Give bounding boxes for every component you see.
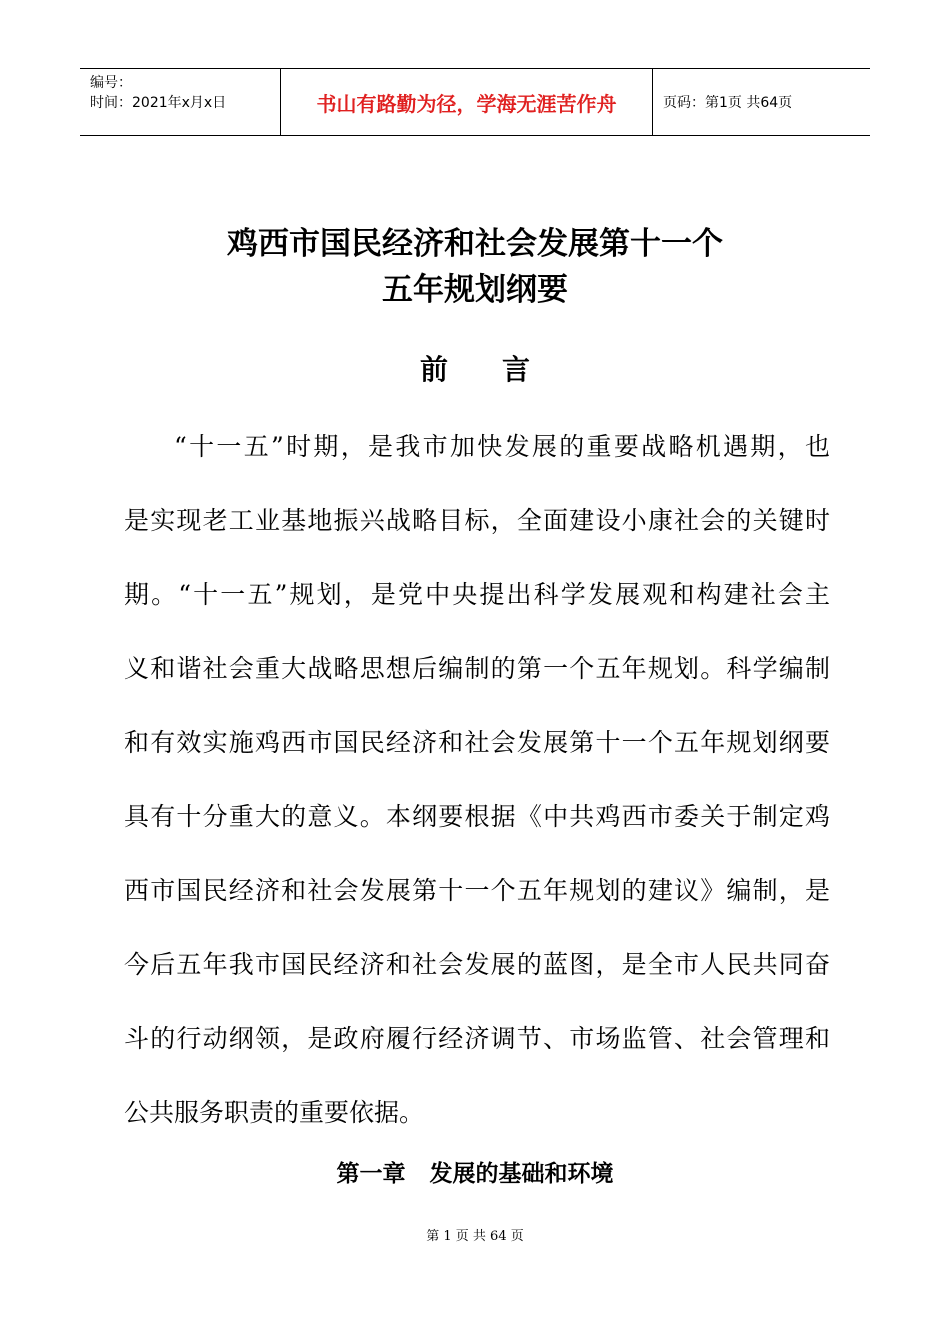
body-line: 义和谐社会重大战略思想后编制的第一个五年规划。科学编制 <box>124 654 830 683</box>
body-line: 是实现老工业基地振兴战略目标，全面建设小康社会的关键时 <box>124 506 830 535</box>
document-title-line-2: 五年规划纲要 <box>382 272 568 308</box>
header-meta <box>80 69 280 135</box>
document-title-line-1: 鸡西市国民经济和社会发展第十一个 <box>227 226 723 262</box>
preface-body <box>124 410 830 1150</box>
date-label: 时间：2021年x月x日 <box>90 95 227 111</box>
body-line: 公共服务职责的重要依据。 <box>124 1098 425 1127</box>
chapter-heading: 第一章 发展的基础和环境 <box>336 1161 614 1187</box>
header-page-label: 页码：第1页 共64页 <box>663 95 793 111</box>
body-line: 和有效实施鸡西市国民经济和社会发展第十一个五年规划纲要 <box>124 728 830 757</box>
page-header <box>80 68 870 136</box>
body-line: “十一五”时期，是我市加快发展的重要战略机遇期，也 <box>174 432 830 461</box>
page-footer: 第 1 页 共 64 页 <box>426 1229 524 1244</box>
header-motto: 书山有路勤为径，学海无涯苦作舟 <box>280 69 653 135</box>
body-line: 期。“十一五”规划，是党中央提出科学发展观和构建社会主 <box>124 580 830 609</box>
body-line: 西市国民经济和社会发展第十一个五年规划的建议》编制，是 <box>124 876 830 905</box>
body-line: 斗的行动纲领，是政府履行经济调节、市场监管、社会管理和 <box>124 1024 830 1053</box>
preface-heading: 前言 <box>419 353 584 386</box>
body-line: 今后五年我市国民经济和社会发展的蓝图，是全市人民共同奋 <box>124 950 830 979</box>
number-label: 编号： <box>90 75 132 91</box>
body-line: 具有十分重大的意义。本纲要根据《中共鸡西市委关于制定鸡 <box>124 802 830 831</box>
